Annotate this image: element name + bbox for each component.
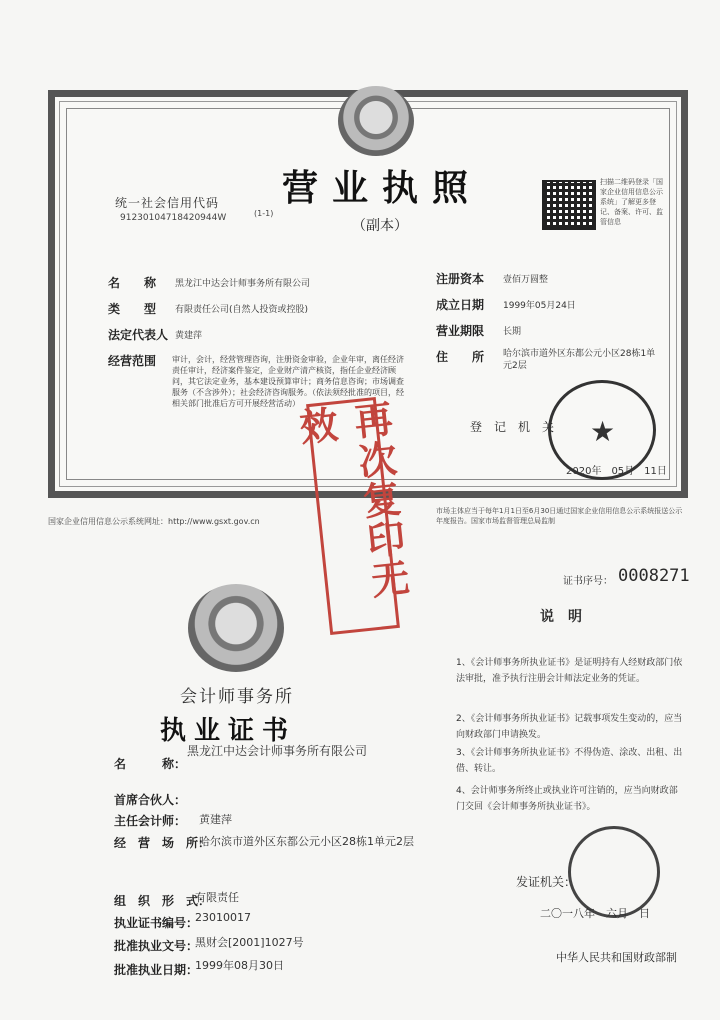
license-footer-right: 市场主体应当于每年1月1日至6月30日通过国家企业信用信息公示系统报送公示年度报告。国家市场监督管理总局监制	[436, 507, 683, 525]
cert-head-accountant-value: 黄建萍	[199, 813, 232, 826]
field-address-value: 哈尔滨市道外区东都公元小区28栋1单元2层	[503, 349, 656, 371]
field-name-value: 黑龙江中达会计师事务所有限公司	[175, 279, 311, 289]
registration-date: 2020年 05月 11日	[566, 466, 667, 477]
national-emblem-icon	[338, 86, 414, 156]
field-scope-label: 经营范围	[108, 354, 157, 368]
cert-name-label: 名 称：	[114, 757, 187, 771]
cert-form-value: 有限责任	[195, 891, 239, 904]
issuer-label: 发证机关：	[516, 875, 577, 889]
cert-org-title: 会计师事务所	[180, 687, 294, 707]
field-term-value: 长期	[503, 327, 522, 337]
note-item: 2、《会计师事务所执业证书》记载事项发生变动的，应当向财政部门申请换发。	[456, 714, 683, 740]
copy-number: (1-1)	[254, 209, 274, 218]
cert-approval-no-value: 黑财会[2001]1027号	[195, 936, 304, 949]
cert-premises-label: 经 营 场 所：	[114, 836, 211, 850]
field-established-value: 1999年05月24日	[503, 301, 576, 311]
field-capital-value: 壹佰万圆整	[503, 275, 549, 285]
cert-head-accountant-label: 主任会计师：	[114, 814, 187, 828]
field-name-label: 名 称	[108, 276, 157, 290]
certificate-emblem-icon	[188, 584, 284, 672]
field-scope-value: 审计，会计，经营管理咨询，注册资金审验，企业年审，离任经济责任审计，经济案件鉴定，企业财产清产核资，指任企业经济顾问，其它法定业务，基本建设预算审计；商务信息咨询；市场调查服务（不含涉外）；社会经济咨询服务。（依法须经批准的项目，经相关部门批准后方可开展经营活动）	[172, 355, 404, 408]
license-title: 营业执照	[282, 167, 483, 209]
note-item: 1、《会计师事务所执业证书》是证明持有人经财政部门依法审批，准予执行注册会计师法定业务的凭证。	[456, 658, 683, 684]
credit-code-label: 统一社会信用代码	[115, 196, 220, 210]
cert-approval-date-label: 批准执业日期：	[114, 963, 199, 977]
issue-date: 二〇一八年 六月 日	[540, 907, 650, 920]
cert-chief-partner-label: 首席合伙人：	[114, 793, 187, 807]
cert-title: 执业证书	[160, 716, 297, 746]
cert-number-value: 23010017	[195, 911, 251, 924]
qr-code-icon	[542, 180, 596, 230]
field-type-label: 类 型	[108, 302, 157, 316]
field-address-label: 住 所	[436, 350, 485, 364]
license-subtitle: （副本）	[352, 218, 408, 234]
serial-number: 0008271	[618, 566, 690, 586]
note-item: 3、《会计师事务所执业证书》不得伪造、涂改、出租、出借、转让。	[456, 748, 683, 774]
field-term-label: 营业期限	[436, 324, 485, 338]
red-stamp-text: 再次复印无效	[291, 398, 412, 603]
note-item: 4、会计师事务所终止或执业许可注销的，应当向财政部门交回《会计师事务所执业证书》。	[456, 786, 678, 812]
field-capital-label: 注册资本	[436, 272, 485, 286]
field-legal-rep-value: 黄建萍	[175, 331, 203, 341]
registrar-star-icon: ★	[590, 415, 616, 448]
cert-approval-date-value: 1999年08月30日	[195, 959, 284, 972]
license-footer-left: 国家企业信用信息公示系统网址：http://www.gsxt.gov.cn	[48, 517, 260, 526]
cert-premises-value: 哈尔滨市道外区东都公元小区28栋1单元2层	[199, 835, 414, 848]
ministry-label: 中华人民共和国财政部制	[556, 951, 677, 964]
credit-code: 91230104718420944W	[120, 213, 227, 223]
cert-form-label: 组 织 形 式：	[114, 894, 211, 908]
field-legal-rep-label: 法定代表人	[108, 328, 169, 342]
qr-note: 扫描二维码登录「国家企业信用信息公示系统」了解更多登记、备案、许可、监管信息	[600, 178, 663, 226]
registrar-label: 登 记 机 关	[470, 420, 555, 434]
field-type-value: 有限责任公司(自然人投资或控股)	[175, 305, 309, 315]
serial-label: 证书序号：	[563, 576, 613, 587]
red-stamp	[291, 397, 412, 635]
field-established-label: 成立日期	[436, 298, 485, 312]
cert-name-value: 黑龙江中达会计师事务所有限公司	[187, 744, 368, 758]
cert-number-label: 执业证书编号：	[114, 916, 199, 930]
cert-approval-no-label: 批准执业文号：	[114, 939, 199, 953]
notes-title: 说 明	[540, 609, 582, 625]
